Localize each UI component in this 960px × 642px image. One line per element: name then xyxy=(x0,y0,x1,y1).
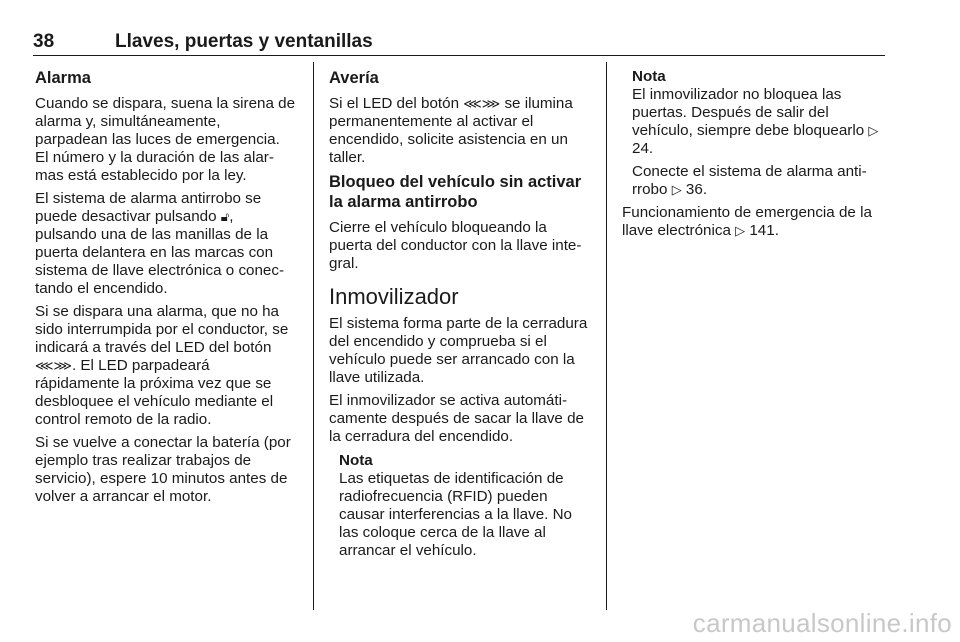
watermark: carmanualsonline.info xyxy=(692,608,952,638)
reference-arrow-icon: ▷ xyxy=(735,223,746,238)
header-rule xyxy=(33,55,885,56)
locking-heading: Bloqueo del vehículo sin activar la alarma antirrobo xyxy=(329,173,582,211)
unlock-icon: 🔓︎ xyxy=(220,209,230,224)
immobilizer-section-title: Inmovilizador xyxy=(329,284,459,309)
fault-heading: Avería xyxy=(329,69,379,87)
column-3 xyxy=(622,66,886,245)
note-text-2: Conecte el sistema de alarma antirrobo ▷ 36. xyxy=(632,163,867,198)
locking-paragraph: Cierre el vehículo bloqueando la puerta del conductor con la llave integral. xyxy=(329,219,582,272)
alarm-paragraph-1: Cuando se dispara, suena la sirena de alarma y, simultáneamente, parpadean las luces de emergencia. El número y la duración de las alarmas está establecido por la ley. xyxy=(35,95,296,184)
column-2 xyxy=(329,66,591,564)
alarm-paragraph-3: Si se dispara una alarma, que no ha sido interrumpida por el conductor, se indicará a través del LED del botón ⋘⋙. El LED parpadeará rápidamente la próxima vez que se desbloquee el vehículo mediante el control remoto de la radio. xyxy=(35,303,289,428)
column-divider-1 xyxy=(313,62,314,610)
alarm-heading: Alarma xyxy=(35,69,91,87)
page-reference: 24. xyxy=(632,140,654,157)
page-reference: 141. xyxy=(749,222,779,239)
emergency-key-paragraph: Funcionamiento de emergencia de la llave electrónica ▷ 141. xyxy=(622,204,872,239)
rfid-note xyxy=(339,452,591,560)
page-number: 38 xyxy=(33,31,55,52)
immobilizer-paragraph-2: El inmovilizador se activa automáticamente después de sacar la llave de la cerradura del encendido. xyxy=(329,392,584,445)
alarm-button-icon: ⋘⋙ xyxy=(463,96,501,111)
note-text: Las etiquetas de identificación de radiofrecuencia (RFID) pueden causar interferencias a la llave. No las coloque cerca de la llave al arrancar el vehículo. xyxy=(339,470,572,559)
column-1 xyxy=(35,66,297,511)
alarm-button-icon: ⋘⋙ xyxy=(35,358,72,373)
alarm-paragraph-2: El sistema de alarma antirrobo se puede desactivar pulsando 🔓︎, pulsando una de las manillas de la puerta delantera en las marcas con sistema de llave electrónica o conectando el encendido. xyxy=(35,190,285,297)
reference-arrow-icon: ▷ xyxy=(671,182,682,197)
reference-arrow-icon: ▷ xyxy=(868,123,879,138)
page-header xyxy=(33,31,885,53)
chapter-title: Llaves, puertas y ventanillas xyxy=(115,31,373,52)
note-text: El inmovilizador no bloquea las puertas. Después de salir del vehículo, siempre debe bloquearlo ▷ 24. xyxy=(632,86,879,157)
page-reference: 36. xyxy=(685,181,708,198)
column-divider-2 xyxy=(606,62,607,610)
immobilizer-note xyxy=(632,68,886,199)
immobilizer-paragraph-1: El sistema forma parte de la cerradura del encendido y comprueba si el vehículo puede ser arrancado con la llave utilizada. xyxy=(329,315,588,386)
alarm-paragraph-4: Si se vuelve a conectar la batería (por ejemplo tras realizar trabajos de servicio), espere 10 minutos antes de volver a arrancar el motor. xyxy=(35,434,291,505)
note-label: Nota xyxy=(339,452,373,469)
note-label: Nota xyxy=(632,68,666,85)
fault-paragraph: Si el LED del botón ⋘⋙ se ilumina permanentemente al activar el encendido, solicite asistencia en un taller. xyxy=(329,95,573,166)
